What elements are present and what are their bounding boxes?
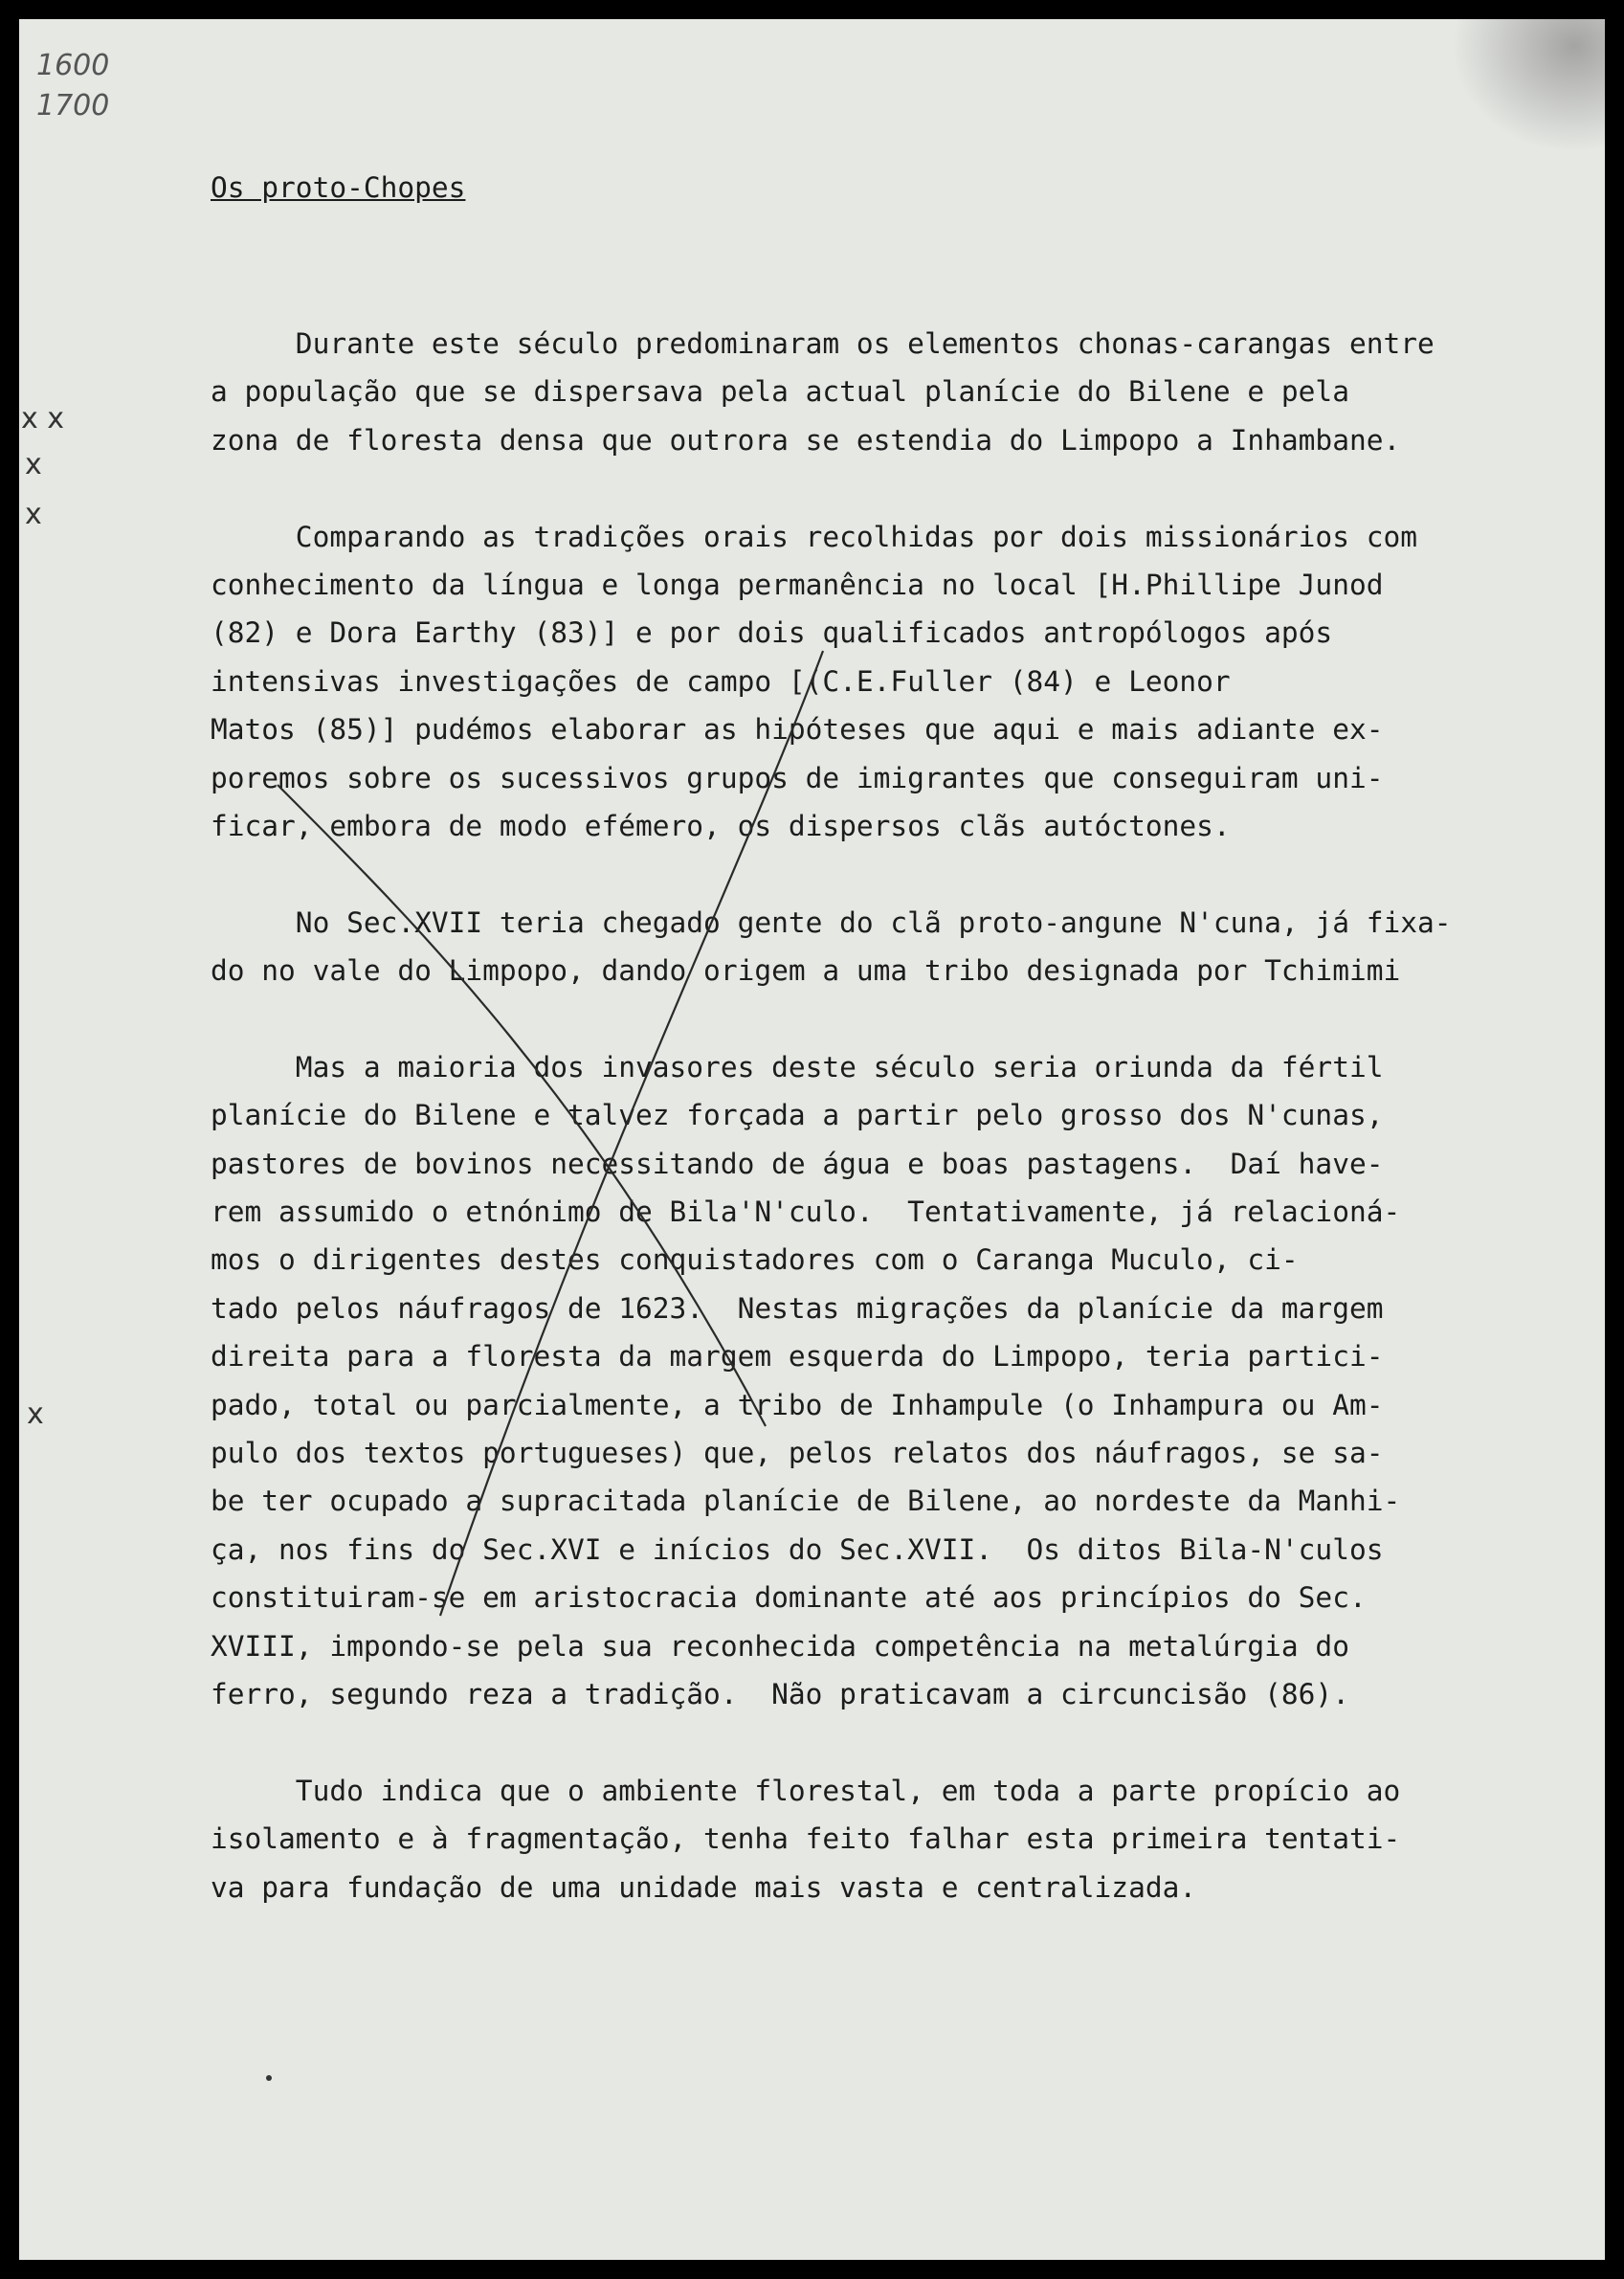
- text-line: zona de floresta densa que outrora se estendia do Limpopo a Inhambane.: [211, 423, 1401, 457]
- margin-check-mark: x: [25, 448, 42, 481]
- text-line: ficar, embora de modo efémero, os dispersos clãs autóctones.: [211, 809, 1231, 842]
- text-line: poremos sobre os sucessivos grupos de imigrantes que conseguiram uni-: [211, 761, 1384, 794]
- text-line: pastores de bovinos necessitando de água e boas pastagens. Daí have-: [211, 1147, 1384, 1180]
- text-line: be ter ocupado a supracitada planície de Bilene, ao nordeste da Manhi-: [211, 1485, 1401, 1518]
- text-line: pulo dos textos portugueses) que, pelos relatos dos náufragos, se sa-: [211, 1437, 1384, 1469]
- text-line: ça, nos fins do Sec.XVI e inícios do Sec.XVII. Os ditos Bila-N'culos: [211, 1532, 1384, 1566]
- margin-note-line: 1600: [36, 49, 110, 82]
- text-line: Durante este século predominaram os elementos chonas-carangas entre: [211, 327, 1435, 361]
- text-line: No Sec.XVII teria chegado gente do clã proto-angune N'cuna, já fixa-: [211, 905, 1452, 939]
- text-line: ferro, segundo reza a tradição. Não praticavam a circuncisão (86).: [211, 1677, 1349, 1710]
- text-line: rem assumido o etnónimo de Bila'N'culo. Tentativamente, já relacioná-: [211, 1195, 1401, 1229]
- pen-strike-through: [19, 19, 1605, 2260]
- text-line: Comparando as tradições orais recolhidas por dois missionários com: [211, 520, 1417, 553]
- text-line: isolamento e à fragmentação, tenha feito falhar esta primeira tentati-: [211, 1822, 1401, 1856]
- text-line: (82) e Dora Earthy (83)] e por dois qualificados antropólogos após: [211, 616, 1333, 650]
- text-line: pado, total ou parcialmente, a tribo de Inhampule (o Inhampura ou Am-: [211, 1388, 1384, 1421]
- text-line: direita para a floresta da margem esquerda do Limpopo, teria partici-: [211, 1340, 1384, 1374]
- text-line: va para fundação de uma unidade mais vasta e centralizada.: [211, 1870, 1197, 1904]
- text-line: a população que se dispersava pela actual planície do Bilene e pela: [211, 375, 1349, 409]
- text-line: XVIII, impondo-se pela sua reconhecida competência na metalúrgia do: [211, 1629, 1349, 1663]
- text-line: conhecimento da língua e longa permanência no local [H.Phillipe Junod: [211, 568, 1384, 601]
- text-line: Mas a maioria dos invasores deste século seria oriunda da fértil: [211, 1050, 1384, 1084]
- strike-line-2: [440, 651, 823, 1616]
- text-line: tado pelos náufragos de 1623. Nestas migrações da planície da margem: [211, 1291, 1384, 1325]
- margin-check-mark: x x: [21, 402, 65, 436]
- document-page: [19, 19, 1605, 2260]
- ink-dot: [266, 2075, 272, 2081]
- strike-line-1: [278, 785, 766, 1426]
- margin-check-mark: x: [27, 1397, 44, 1431]
- text-line: do no vale do Limpopo, dando origem a uma tribo designada por Tchimimi: [211, 954, 1401, 988]
- text-line: mos o dirigentes destes conquistadores com o Caranga Muculo, ci-: [211, 1243, 1299, 1277]
- text-line: constituiram-se em aristocracia dominante até aos princípios do Sec.: [211, 1581, 1367, 1615]
- text-line: intensivas investigações de campo [(C.E.Fuller (84) e Leonor: [211, 664, 1231, 698]
- margin-note-line: 1700: [36, 89, 110, 123]
- text-line: Tudo indica que o ambiente florestal, em toda a parte propício ao: [211, 1774, 1401, 1807]
- text-line: planície do Bilene e talvez forçada a partir pelo grosso dos N'cunas,: [211, 1099, 1384, 1132]
- margin-check-mark: x: [25, 498, 42, 531]
- text-line: Matos (85)] pudémos elaborar as hipóteses que aqui e mais adiante ex-: [211, 713, 1384, 747]
- section-title-text: Os proto-Chopes: [211, 170, 466, 204]
